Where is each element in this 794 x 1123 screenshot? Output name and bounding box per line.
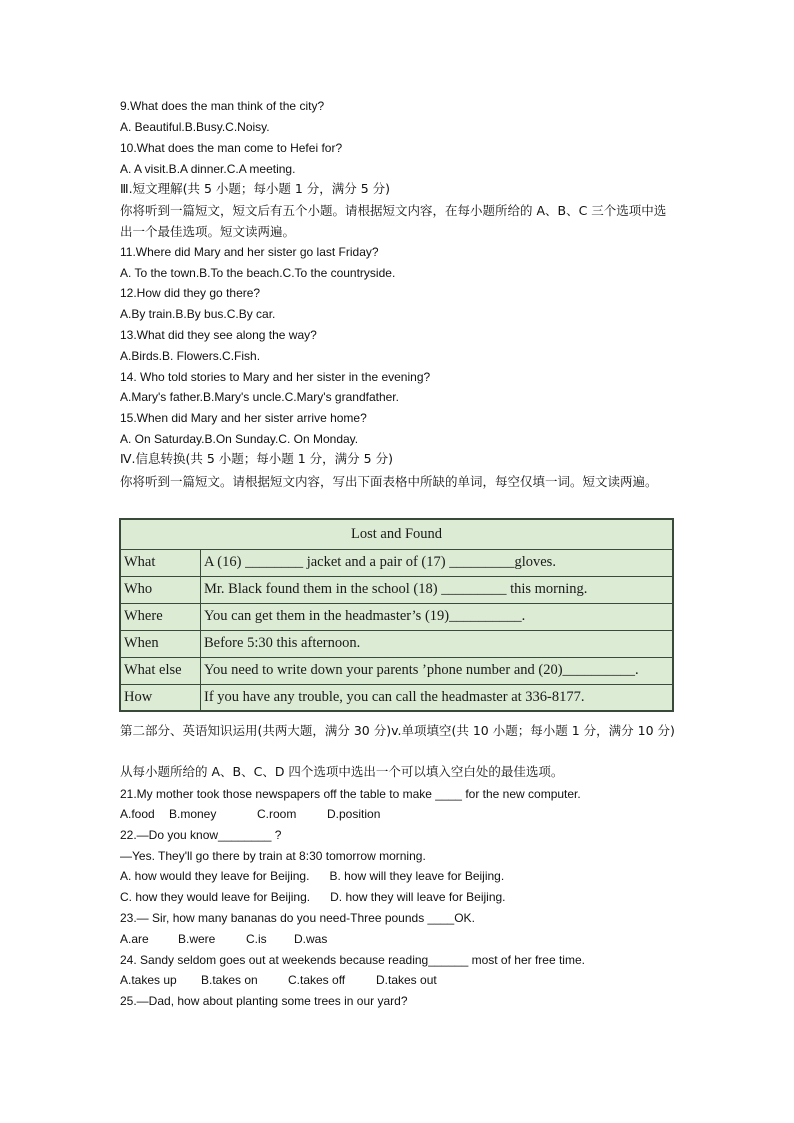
q14-question: 14. Who told stories to Mary and her sister in the evening? (120, 370, 431, 384)
q21-options (120, 806, 380, 822)
section-4-title: Ⅳ.信息转换(共 5 小题；每小题 1 分，满分 5 分) (120, 451, 393, 466)
table-title: Lost and Found (121, 520, 672, 550)
table-row (121, 576, 672, 604)
q25-question: 25.—Dad, how about planting some trees in our yard? (120, 994, 408, 1008)
q24-question: 24. Sandy seldom goes out at weekends because reading______ most of her free time. (120, 953, 585, 967)
q11-question: 11.Where did Mary and her sister go last Friday? (120, 245, 379, 259)
section-3-title: Ⅲ.短文理解(共 5 小题；每小题 1 分，满分 5 分) (120, 181, 391, 196)
q14-options: A.Mary's father.B.Mary's uncle.C.Mary's grandfather. (120, 390, 399, 404)
q10-options: A. A visit.B.A dinner.C.A meeting. (120, 162, 296, 176)
row-header: Who (124, 581, 153, 597)
q24-options (120, 972, 437, 988)
q11-options: A. To the town.B.To the beach.C.To the countryside. (120, 266, 396, 280)
table-row (121, 549, 672, 577)
row-text: A (16) ________ jacket and a pair of (17) _________gloves. (204, 554, 556, 570)
option: D.was (294, 932, 328, 946)
q23-options (120, 931, 327, 947)
q13-options: A.Birds.B. Flowers.C.Fish. (120, 349, 261, 363)
row-text: If you have any trouble, you can call the headmaster at 336-8177. (204, 689, 585, 705)
q9-options: A. Beautiful.B.Busy.C.Noisy. (120, 120, 270, 134)
option: A.food (120, 807, 155, 821)
option: A.are (120, 932, 149, 946)
table-row (121, 603, 672, 631)
q9-question: 9.What does the man think of the city? (120, 99, 325, 113)
q22-question: 22.—Do you know________ ? (120, 828, 282, 842)
q12-question: 12.How did they go there? (120, 286, 261, 300)
row-text: Before 5:30 this afternoon. (204, 635, 361, 651)
table-row (121, 684, 672, 711)
row-header: When (124, 635, 159, 651)
section-4-instructions: 你将听到一篇短文。请根据短文内容，写出下面表格中所缺的单词，每空仅填一词。短文读两遍。 (120, 474, 658, 489)
option: B.money (169, 807, 217, 821)
part-2-title: 第二部分、英语知识运用(共两大题，满分 30 分)v.单项填空(共 10 小题；每小题 1 分，满分 10 分) (120, 723, 675, 738)
table-row (121, 630, 672, 658)
row-header: What (124, 554, 156, 570)
q15-options: A. On Saturday.B.On Sunday.C. On Monday. (120, 432, 359, 446)
option: C.is (246, 932, 267, 946)
option: C.takes off (288, 973, 346, 987)
row-text: You need to write down your parents ’phone number and (20)__________. (204, 662, 639, 678)
q22-options-2: C. how they would leave for Beijing. D. how they will leave for Beijing. (120, 890, 506, 904)
lost-and-found-table (119, 518, 674, 712)
q22-reply: —Yes. They'll go there by train at 8:30 tomorrow morning. (120, 849, 426, 863)
option: C.room (257, 807, 297, 821)
part-2-instructions: 从每小题所给的 A、B、C、D 四个选项中选出一个可以填入空白处的最佳选项。 (120, 764, 564, 779)
q23-question: 23.— Sir, how many bananas do you need-Three pounds ____OK. (120, 911, 475, 925)
q22-options-1: A. how would they leave for Beijing. B. how will they leave for Beijing. (120, 869, 505, 883)
q21-question: 21.My mother took those newspapers off the table to make ____ for the new computer. (120, 787, 581, 801)
row-text: Mr. Black found them in the school (18) _________ this morning. (204, 581, 588, 597)
table-row (121, 657, 672, 685)
option: B.takes on (201, 973, 258, 987)
row-header: What else (124, 662, 182, 678)
row-header: How (124, 689, 153, 705)
option: B.were (178, 932, 216, 946)
option: D.takes out (376, 973, 437, 987)
option: A.takes up (120, 973, 177, 987)
row-text: You can get them in the headmaster’s (19)__________. (204, 608, 526, 624)
row-header: Where (124, 608, 163, 624)
q10-question: 10.What does the man come to Hefei for? (120, 141, 343, 155)
q12-options: A.By train.B.By bus.C.By car. (120, 307, 276, 321)
q15-question: 15.When did Mary and her sister arrive home? (120, 411, 367, 425)
q13-question: 13.What did they see along the way? (120, 328, 317, 342)
option: D.position (327, 807, 381, 821)
section-3-instructions: 你将听到一篇短文，短文后有五个小题。请根据短文内容，在每小题所给的 A、B、C 三个选项中选出一个最佳选项。短文读两遍。 (120, 203, 667, 239)
